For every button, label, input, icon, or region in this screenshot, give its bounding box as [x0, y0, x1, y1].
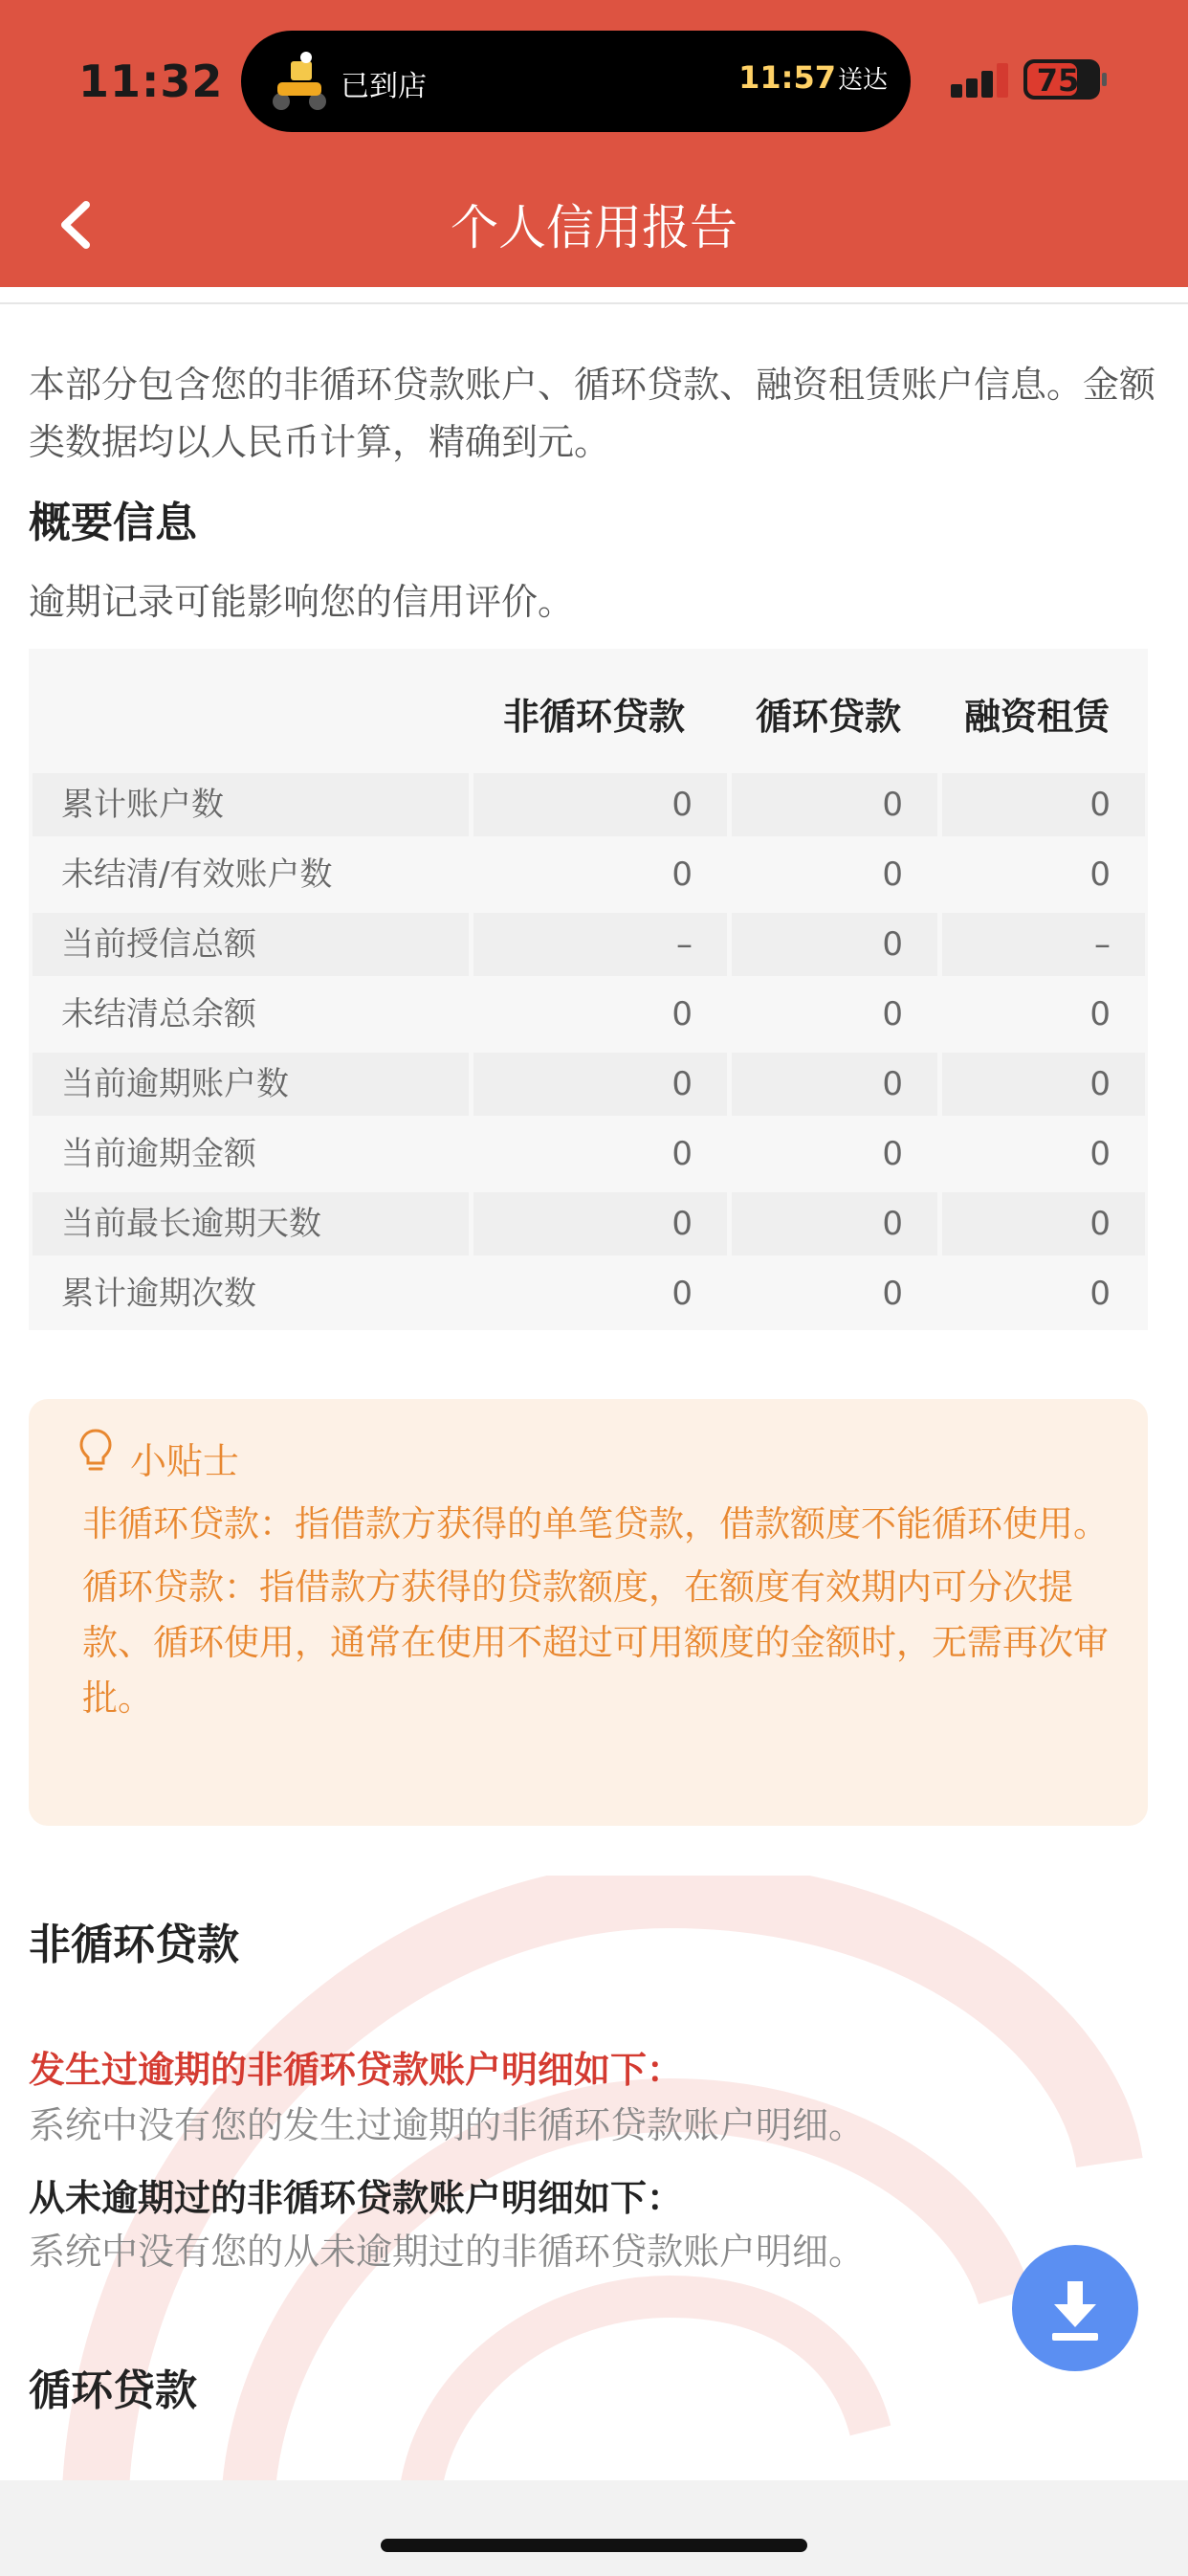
activity-status-label: 已到店	[341, 70, 427, 103]
row-value: 0	[671, 855, 693, 894]
row-value: 0	[671, 1135, 693, 1173]
header-bar	[0, 0, 1188, 287]
row-value: 0	[671, 1275, 693, 1313]
row-value: –	[942, 913, 1145, 976]
row-label: 未结清总余额	[61, 995, 256, 1033]
table-row	[29, 913, 1148, 976]
row-value: 0	[1089, 855, 1111, 894]
battery-cap	[1102, 73, 1107, 86]
row-label: 累计账户数	[33, 773, 469, 836]
never-overdue-heading: 从未逾期过的非循环贷款账户明细如下：	[29, 2177, 684, 2219]
table-row	[29, 1053, 1148, 1116]
bottom-bar	[0, 2480, 1188, 2576]
row-value: 0	[942, 773, 1145, 836]
row-label: 当前逾期账户数	[33, 1053, 469, 1116]
row-value: 0	[473, 1192, 727, 1255]
battery-level: 75	[1036, 62, 1080, 99]
row-label: 当前授信总额	[33, 913, 469, 976]
battery-icon	[1023, 59, 1100, 100]
row-value: 0	[942, 1192, 1145, 1255]
dynamic-island-activity[interactable]	[241, 31, 911, 132]
table-row	[29, 843, 1148, 906]
overdue-empty-text: 系统中没有您的发生过逾期的非循环贷款账户明细。	[29, 2104, 866, 2146]
summary-table	[29, 649, 1148, 1330]
column-header-leasing: 融资租赁	[964, 696, 1111, 738]
row-value: 0	[732, 1053, 937, 1116]
row-value: 0	[882, 855, 903, 894]
home-indicator[interactable]	[381, 2539, 807, 2552]
column-header-non-revolving: 非循环贷款	[503, 696, 686, 738]
tips-card	[29, 1399, 1148, 1826]
revolving-title: 循环贷款	[29, 2366, 197, 2415]
table-row	[29, 1192, 1148, 1255]
eta-suffix: 送达	[837, 66, 888, 95]
table-row	[29, 1122, 1148, 1186]
download-button[interactable]	[1012, 2245, 1138, 2371]
cellular-signal-icon	[951, 63, 1010, 98]
row-value: 0	[473, 1053, 727, 1116]
tip-non-revolving: 非循环贷款：指借款方获得的单笔贷款，借款额度不能循环使用。	[82, 1503, 1109, 1544]
table-row	[29, 773, 1148, 836]
header-divider	[0, 302, 1188, 304]
row-value: 0	[942, 1053, 1145, 1116]
delivery-scooter-icon	[266, 48, 333, 115]
table-row	[29, 983, 1148, 1046]
row-label: 当前最长逾期天数	[33, 1192, 469, 1255]
never-overdue-empty-text: 系统中没有您的从未逾期过的非循环贷款账户明细。	[29, 2231, 866, 2273]
row-value: 0	[732, 913, 937, 976]
summary-note: 逾期记录可能影响您的信用评价。	[29, 581, 575, 623]
lightbulb-icon	[78, 1428, 113, 1474]
column-header-revolving: 循环贷款	[756, 696, 902, 738]
status-time: 11:32	[78, 56, 224, 107]
row-value: 0	[882, 995, 903, 1033]
activity-eta	[738, 59, 888, 96]
tips-title: 小贴士	[130, 1440, 240, 1482]
row-value: 0	[732, 1192, 937, 1255]
row-label: 当前逾期金额	[61, 1135, 256, 1173]
row-value: 0	[882, 1275, 903, 1313]
row-label: 未结清/有效账户数	[61, 855, 333, 894]
tips-body	[82, 1497, 1115, 1726]
non-revolving-title: 非循环贷款	[29, 1921, 239, 1969]
download-icon	[1012, 2245, 1138, 2371]
tip-revolving: 循环贷款：指借款方获得的贷款额度，在额度有效期内可分次提款、循环使用，通常在使用不超过可用额度的金额时，无需再次审批。	[82, 1566, 1109, 1719]
row-value: 0	[1089, 995, 1111, 1033]
row-value: 0	[473, 773, 727, 836]
eta-time: 11:57	[738, 59, 836, 96]
table-row	[29, 1262, 1148, 1325]
summary-title: 概要信息	[29, 499, 197, 547]
row-value: 0	[732, 773, 937, 836]
row-value: 0	[882, 1135, 903, 1173]
page-title: 个人信用报告	[451, 200, 737, 255]
row-value: –	[473, 913, 727, 976]
row-value: 0	[671, 995, 693, 1033]
row-label: 累计逾期次数	[61, 1275, 256, 1313]
overdue-heading: 发生过逾期的非循环贷款账户明细如下：	[29, 2049, 684, 2091]
intro-text: 本部分包含您的非循环贷款账户、循环贷款、融资租赁账户信息。金额类数据均以人民币计算，精确到元。	[29, 364, 1156, 463]
row-value: 0	[1089, 1275, 1111, 1313]
row-value: 0	[1089, 1135, 1111, 1173]
